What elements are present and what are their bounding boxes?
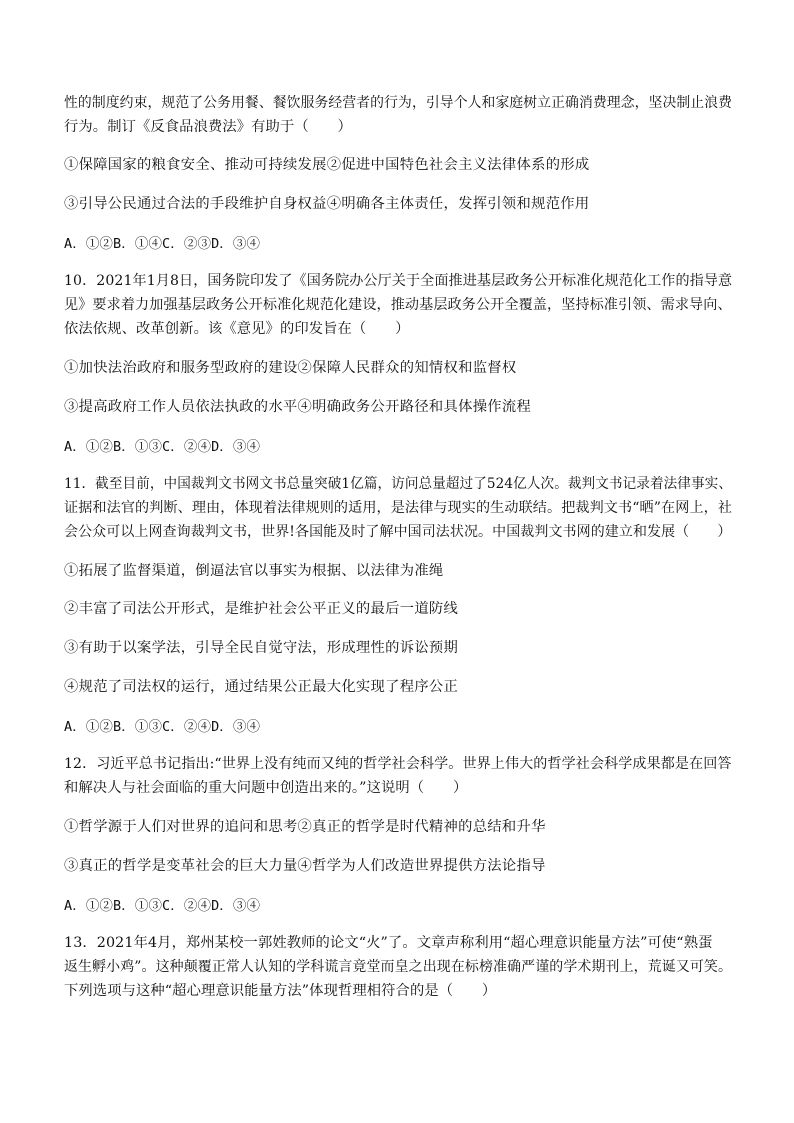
q11-option-3: ③有助于以案学法，引导全民自觉守法，形成理性的诉讼预期 [64, 640, 459, 656]
q10-stem-line-1: 10．2021年1月8日，国务院印发了《国务院办公厅关于全面推进基层政务公开标准化规范化工作的指导意 [64, 273, 733, 289]
q9-answer-choices: A．①②B．①④C．②③D．③④ [64, 236, 261, 252]
q12-option-line-1: ①哲学源于人们对世界的追问和思考②真正的哲学是时代精神的总结和升华 [64, 819, 546, 835]
q11-stem-line-1: 11．截至目前，中国裁判文书网文书总量突破1亿篇，访问总量超过了524亿人次。裁判文书记录着法律事实、 [64, 476, 733, 492]
q11-stem-line-2: 证据和法官的判断、理由，体现着法律规则的适用，是法律与现实的生动联结。把裁判文书“晒”在网上，社 [64, 500, 733, 516]
q11-option-4: ④规范了司法权的运行，通过结果公正最大化实现了程序公正 [64, 679, 459, 695]
q10-stem-line-3: 依法依规、改革创新。该《意见》的印发旨在（ ） [64, 321, 410, 337]
q9-option-line-1: ①保障国家的粮食安全、推动可持续发展②促进中国特色社会主义法律体系的形成 [64, 157, 590, 173]
q13-stem-line-1: 13．2021年4月，郑州某校一郭姓教师的论文“火”了。文章声称利用“超心理意识能量方法”可使“熟蛋 [64, 935, 713, 951]
q12-stem-line-2: 和解决人与社会面临的重大问题中创造出来的。”这说明（ ） [64, 780, 468, 796]
q12-option-line-2: ③真正的哲学是变革社会的巨大力量④哲学为人们改造世界提供方法论指导 [64, 858, 546, 874]
q10-option-line-1: ①加快法治政府和服务型政府的建设②保障人民群众的知情权和监督权 [64, 360, 517, 376]
q13-stem-line-3: 下列选项与这种“超心理意识能量方法”体现哲理相符合的是（ ） [64, 983, 497, 999]
q10-option-line-2: ③提高政府工作人员依法执政的水平④明确政务公开路径和具体操作流程 [64, 399, 532, 415]
q9-stem-line-1: 性的制度约束，规范了公务用餐、餐饮服务经营者的行为，引导个人和家庭树立正确消费理念，坚决制止浪费 [64, 95, 733, 111]
q11-stem-line-3: 会公众可以上网查询裁判文书，世界!各国能及时了解中国司法状况。中国裁判文书网的建立和发展（ ） [64, 524, 732, 540]
q9-stem-line-2: 行为。制订《反食品浪费法》有助于（ ） [64, 119, 352, 135]
q9-option-line-2: ③引导公民通过合法的手段维护自身权益④明确各主体责任，发挥引领和规范作用 [64, 196, 590, 212]
q10-answer-choices: A．①②B．①③C．②④D．③④ [64, 439, 261, 455]
q11-option-1: ①拓展了监督渠道，倒逼法官以事实为根据、以法律为准绳 [64, 563, 444, 579]
q12-stem-line-1: 12．习近平总书记指出:“世界上没有纯而又纯的哲学社会科学。世界上伟大的哲学社会科学成果都是在回答 [64, 756, 732, 772]
q11-answer-choices: A．①②B．①③C．②④D．③④ [64, 719, 261, 735]
q13-stem-line-2: 返生孵小鸡”。这种颠覆正常人认知的学科谎言竟堂而皇之出现在标榜准确严谨的学术期刊上，荒诞又可笑。 [64, 959, 733, 975]
q12-answer-choices: A．①②B．①③C．②④D．③④ [64, 898, 261, 914]
q11-option-2: ②丰富了司法公开形式，是维护社会公平正义的最后一道防线 [64, 601, 459, 617]
q10-stem-line-2: 见》要求着力加强基层政务公开标准化规范化建设，推动基层政务公开全覆盖，坚持标准引领、需求导向、 [64, 297, 732, 313]
